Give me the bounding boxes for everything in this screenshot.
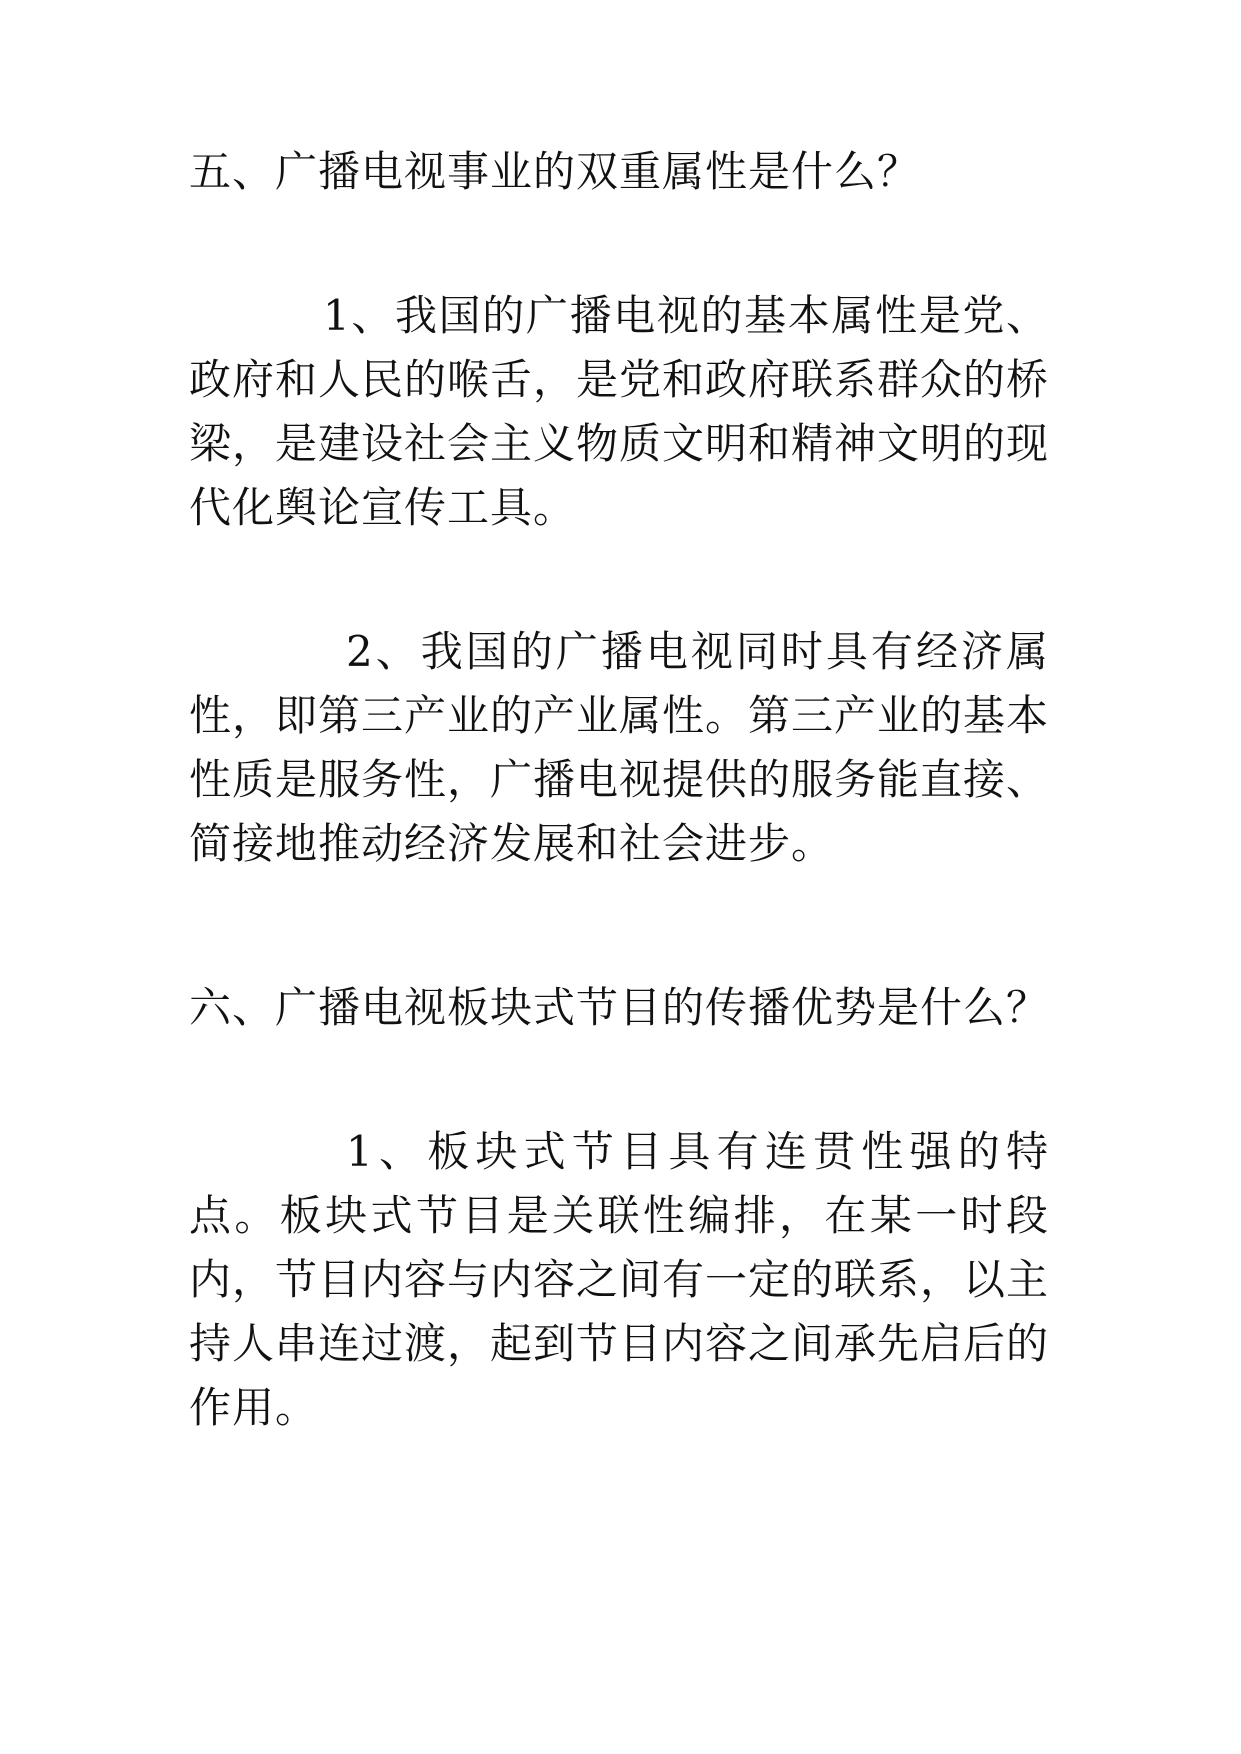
section-five-paragraph-1: 1、我国的广播电视的基本属性是党、政府和人民的喉舌，是党和政府联系群众的桥梁，是建设社会主义物质文明和精神文明的现代化舆论宣传工具。	[189, 291, 1050, 532]
section-five-heading: 五、广播电视事业的双重属性是什么？	[189, 147, 921, 196]
section-five	[189, 140, 1049, 876]
section-six-heading: 六、广播电视板块式节目的传播优势是什么？	[189, 983, 1050, 1032]
document-body	[189, 140, 1049, 1440]
section-six-paragraph-1: 1、板块式节目具有连贯性强的特点。板块式节目是关联性编排，在某一时段内，节目内容与内容之间有一定的联系，以主持人串连过渡，起到节目内容之间承先启后的作用。	[189, 1127, 1050, 1432]
section-six	[189, 976, 1049, 1440]
section-five-paragraph-2: 2、我国的广播电视同时具有经济属性，即第三产业的产业属性。第三产业的基本性质是服务性，广播电视提供的服务能直接、简接地推动经济发展和社会进步。	[189, 627, 1050, 868]
